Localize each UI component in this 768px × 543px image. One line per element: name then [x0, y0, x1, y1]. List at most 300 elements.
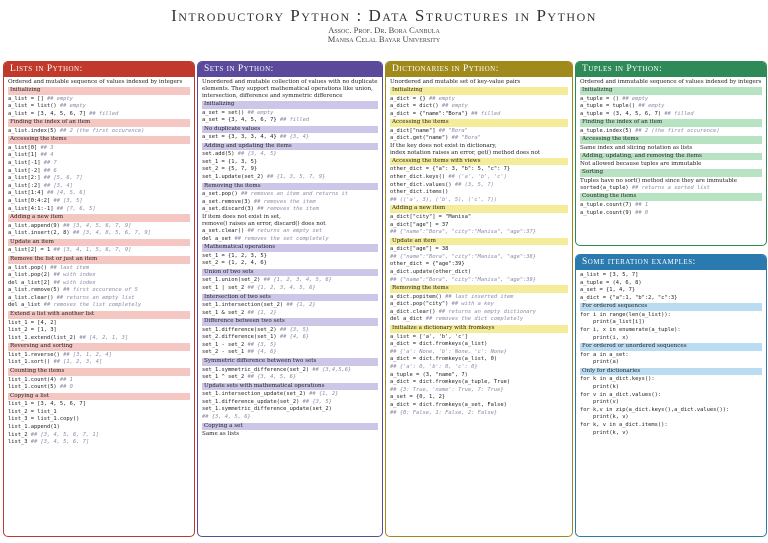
code-line: [8, 401, 190, 409]
code-line: [202, 151, 378, 159]
dicts-panel: [385, 61, 573, 537]
code-comment: ## [5, 6, 7]: [40, 175, 83, 182]
code-text: list_2: [8, 431, 28, 438]
code-text: a_list[0:4:2]: [8, 198, 51, 205]
code-comment: ## returns a sorted list: [628, 184, 710, 191]
code-comment: ## {1, 2, 3, 4, 5, 6}: [244, 284, 316, 291]
code-text: a_dict = dict(): [390, 103, 439, 110]
code-line: [8, 416, 190, 424]
code-comment: ## 1: [56, 376, 73, 383]
code-line: [580, 384, 762, 392]
sets-items: [202, 101, 378, 438]
code-text: a_list.append(9): [8, 222, 60, 229]
code-line: [580, 352, 762, 360]
code-comment: ## ('a', 'b', 'c'): [445, 174, 507, 181]
code-line: [202, 117, 378, 125]
code-comment: ## removes the list completely: [40, 302, 142, 309]
tuples-intro: Ordered and immutable sequence of values indexed by integers: [580, 79, 762, 85]
code-comment: ## removes an item and returns it: [237, 191, 349, 198]
code-comment: ## 1: [631, 201, 649, 208]
lists-panel-title: Lists in Python:: [4, 62, 194, 77]
code-line: [390, 214, 568, 222]
code-text: a_dict["age"] = 37: [390, 221, 449, 228]
code-line: [202, 206, 378, 214]
code-text: a_dict.clear(): [390, 308, 436, 315]
code-text: for k, v in a_dict.items():: [580, 422, 668, 428]
code-line: [8, 198, 190, 206]
code-line: [8, 359, 190, 367]
code-comment: ## with index: [50, 272, 96, 279]
section-heading: Intersection of two sets: [202, 294, 378, 302]
code-comment: ## with a key: [448, 301, 494, 308]
code-line: [580, 295, 762, 303]
tuples-panel: [575, 61, 767, 246]
code-line: [202, 236, 378, 244]
code-line: [580, 128, 762, 136]
section-heading: Initializing: [390, 87, 568, 95]
code-comment: ## filled: [661, 110, 694, 117]
code-text: a_tuple.index(5): [580, 127, 632, 134]
section-heading: Adding a new item: [8, 214, 190, 222]
code-line: [580, 407, 762, 415]
code-line: [390, 394, 568, 402]
code-text: print(v): [580, 399, 619, 406]
code-text: a_dict["name"]: [390, 127, 436, 134]
code-comment: ## first occurence of 5: [59, 287, 138, 294]
note-text: index notation raises an error, get() method does not: [390, 149, 541, 156]
code-line: [8, 230, 190, 238]
author-line: Assoc. Prof. Dr. Bora Canbula: [328, 25, 440, 35]
code-text: list_1.extend(list_2): [8, 334, 77, 341]
code-text: a_list[2] = 1: [8, 247, 51, 254]
section-heading: Update an item: [390, 238, 568, 246]
code-text: print(k, v): [580, 414, 629, 421]
code-comment: ## {4, 6}: [244, 349, 277, 356]
section-heading: Initializing: [580, 87, 762, 95]
code-comment: ## {'a': None, 'b': None, 'c': None}: [390, 348, 507, 355]
code-text: for k in a_dict.keys():: [580, 376, 655, 383]
code-line: [202, 159, 378, 167]
code-comment: ## filled: [85, 110, 119, 117]
code-line: [580, 202, 762, 210]
code-text: a_list.insert(2, 8): [8, 230, 70, 237]
tuples-panel-body: [576, 77, 766, 219]
code-line: [202, 166, 378, 174]
code-comment: ## 6: [40, 167, 57, 174]
code-text: a_dict.get("name"): [390, 135, 449, 142]
code-line: [8, 223, 190, 231]
code-line: [580, 96, 762, 104]
section-heading: Accessing the items: [580, 136, 762, 144]
code-text: a_tuple.count(9): [580, 209, 632, 216]
code-text: a_dict = dict.fromkeys(a_tuple, True): [390, 379, 511, 386]
code-text: list_1 = [4, 2]: [8, 319, 57, 326]
code-line: [202, 228, 378, 236]
code-comment: ## {3, 4}: [276, 134, 310, 141]
section-heading: Symmetric difference between two sets: [202, 358, 378, 366]
code-text: a_list[-2]: [8, 167, 41, 174]
code-line: [390, 128, 568, 136]
lists-intro: Ordered and mutable sequence of values indexed by integers: [8, 79, 183, 85]
code-line: [580, 422, 762, 430]
code-line: [580, 376, 762, 384]
code-comment: ## empty: [425, 95, 455, 102]
code-text: a_dict.pop("city"): [390, 301, 449, 308]
code-text: set_1.symmetric_difference(set_2): [202, 366, 310, 373]
lists-panel: [3, 61, 195, 537]
code-line: [390, 301, 568, 309]
code-text: other_dict.values(): [390, 181, 452, 188]
code-line: [580, 414, 762, 422]
affiliation-line: Manisa Celal Bayar University: [327, 34, 441, 44]
code-text: a_list.clear(): [8, 294, 54, 301]
code-comment: ## {1, 2}: [244, 309, 277, 316]
section-heading: No duplicate values: [202, 126, 378, 134]
code-text: a_set = {0, 1, 2}: [390, 394, 446, 401]
code-text: a_dict = dict.fromkeys(a_list): [390, 341, 488, 348]
code-comment: ## 3: [37, 144, 54, 151]
section-heading: Counting the items: [580, 193, 762, 201]
sets-intro: Unordered and mutable collection of values with no duplicate elements. They support mathematical operations like union, intersection, difference and symmetric difference: [202, 79, 378, 99]
section-heading: Sorting: [580, 169, 762, 177]
code-text: a_tuple = (3, 4, 5, 6, 7): [580, 110, 662, 117]
code-line: [8, 409, 190, 417]
code-line: [202, 367, 378, 375]
code-line: [580, 335, 762, 343]
code-comment: ## {0: False, 1: False, 2: False}: [390, 409, 498, 416]
code-text: a_dict["city"] = "Manisa": [390, 213, 472, 220]
code-comment: ## removes the item: [250, 198, 316, 205]
code-line: [580, 287, 762, 295]
code-line: [202, 406, 378, 414]
code-comment: ## {3: True, 'name': True, 7: True}: [390, 386, 504, 393]
code-line: [8, 190, 190, 198]
code-text: a_set.clear(): [202, 227, 245, 234]
code-comment: ## {"name":"Bora", "city":"Manisa", "age":38}: [390, 253, 537, 260]
code-text: list_3: [8, 439, 28, 446]
code-text: for k,v in zip(a_dict.keys(),a_dict.values()):: [580, 406, 730, 413]
note-text: If item does not exist in set,: [202, 213, 281, 220]
code-line: [390, 182, 568, 190]
code-line: [390, 349, 568, 357]
code-line: [390, 309, 568, 317]
code-text: set_2 - set_1: [202, 349, 245, 356]
code-text: set_1 = {1, 3, 5}: [202, 158, 258, 165]
code-text: set_1.difference(set_2): [202, 326, 277, 333]
code-line: [8, 168, 190, 176]
code-line: [580, 280, 762, 288]
section-heading: Removing the items: [390, 285, 568, 293]
code-comment: ## [4, 2, 1, 3]: [76, 334, 129, 341]
code-comment: ## returns an empty dictionary: [435, 308, 537, 315]
code-text: del a_set: [202, 235, 232, 242]
code-line: [8, 377, 190, 385]
code-text: print(k, v): [580, 429, 629, 436]
code-line: [8, 103, 190, 111]
code-text: a_list[2:]: [8, 175, 41, 182]
code-text: a_tuple = (): [580, 95, 619, 102]
code-line: [8, 247, 190, 255]
code-text: a_set = {3, 3, 3, 4, 4}: [202, 134, 277, 141]
code-line: [202, 277, 378, 285]
code-text: a_dict = dict.fromkeys(a_set, False): [390, 401, 507, 408]
code-text: a_set = {1, 4, 7}: [580, 287, 636, 294]
code-line: [390, 364, 568, 372]
code-line: [202, 399, 378, 407]
code-text: print(a): [580, 359, 619, 366]
code-text: set_2 = {1, 2, 4, 6}: [202, 260, 267, 267]
code-comment: ## removes the item: [253, 206, 319, 213]
code-text: set_1 = {1, 2, 3, 5}: [202, 252, 267, 259]
dicts-intro: Unordered and mutable set of key-value pairs: [390, 79, 521, 85]
section-heading: Removing the items: [202, 183, 378, 191]
section-heading: Counting the items: [8, 368, 190, 376]
code-text: list_1.sort(): [8, 359, 51, 366]
code-text: a_list = []: [8, 95, 44, 102]
code-text: a_list[4:1:-1]: [8, 205, 54, 212]
section-heading: Only for dictionaries: [580, 368, 762, 376]
code-comment: ## {4, 6}: [276, 334, 310, 341]
code-text: print(k): [580, 384, 619, 391]
sets-panel-body: [198, 77, 382, 440]
section-heading: Finding the index of an item: [8, 119, 190, 127]
code-text: a_dict = dict.fromkeys(a_list, 0): [390, 356, 498, 363]
code-comment: ## [3, 4, 5, 6, 7, 9]: [59, 222, 132, 229]
code-text: a_tuple = (4, 6, 8): [580, 279, 642, 286]
code-line: [580, 312, 762, 320]
section-heading: Mathematical operations: [202, 244, 378, 252]
code-text: list_2 = list_1: [8, 408, 57, 415]
section-heading: Extend a list with another list: [8, 311, 190, 319]
code-line: [580, 272, 762, 280]
dicts-items: [390, 87, 568, 417]
code-line: [390, 269, 568, 277]
code-text: a_list[1]: [8, 152, 38, 159]
section-heading: Initializing: [8, 87, 190, 95]
code-line: [390, 229, 568, 237]
code-comment: ## [3, 4, 1, 5, 6, 7, 9]: [50, 247, 132, 254]
code-comment: ## [4, 5, 6]: [43, 190, 86, 197]
lists-panel-body: [4, 77, 194, 449]
code-line: [580, 430, 762, 438]
code-text: other_dict = {"a": 3, "b": 5, "c": 7}: [390, 166, 511, 173]
code-comment: ## {3,4,5,6}: [309, 366, 352, 373]
code-text: a_tuple.count(7): [580, 201, 632, 208]
code-text: a_tuple = tuple(): [580, 103, 636, 110]
code-comment: ## filled: [276, 117, 310, 124]
code-comment: ## empty: [244, 109, 274, 116]
code-text: print(a_list[i]): [580, 319, 645, 326]
code-comment: ## [3, 1, 2, 4]: [59, 351, 112, 358]
code-comment: ## filled: [467, 110, 501, 117]
code-text: list_1.count(4): [8, 376, 57, 383]
code-text: list_3 = list_1.copy(): [8, 416, 80, 423]
code-text: del a_dict: [390, 316, 423, 323]
code-text: list_1.reverse(): [8, 351, 60, 358]
code-comment: ## [7, 6, 5]: [53, 205, 96, 212]
code-line: [580, 392, 762, 400]
code-line: [390, 189, 568, 197]
code-text: a_list.index(5): [8, 127, 57, 134]
code-text: a_list = ['a', 'b', 'c']: [390, 333, 468, 340]
section-heading: Copying a list: [8, 393, 190, 401]
code-text: a_tuple = (3, "name", 7): [390, 371, 468, 378]
code-text: set_1.update(set_2): [202, 174, 264, 181]
code-comment: ## [3, 4, 8, 5, 6, 7, 9]: [69, 230, 151, 237]
code-text: a_list[:2]: [8, 182, 41, 189]
code-line: [8, 152, 190, 160]
page-header: [0, 6, 768, 44]
section-heading: Accessing the items: [8, 136, 190, 144]
code-comment: ## 0: [56, 384, 73, 391]
code-line: [390, 372, 568, 380]
code-comment: ## removes the dict completely: [422, 316, 524, 323]
code-line: [390, 334, 568, 342]
code-text: for v in a_dict.values():: [580, 391, 662, 398]
code-comment: ## 0: [631, 209, 649, 216]
code-line: [8, 160, 190, 168]
code-comment: ## empty: [618, 95, 649, 102]
code-comment: ## [3, 4, 5, 6, 7]: [27, 439, 90, 446]
note-text: Same as lists: [202, 431, 240, 438]
code-line: [202, 374, 378, 382]
code-line: [390, 277, 568, 285]
code-line: [202, 199, 378, 207]
code-line: [8, 295, 190, 303]
code-text: a_list.pop(2): [8, 272, 51, 279]
code-text: print(i, x): [580, 334, 629, 341]
code-text: a_set.discard(3): [202, 206, 254, 213]
code-text: list_1.append(1): [8, 424, 60, 430]
code-comment: ## "Bora": [448, 135, 481, 142]
code-line: [390, 379, 568, 387]
code-text: for i, x in enumerate(a_tuple):: [580, 327, 681, 334]
code-line: [202, 334, 378, 342]
lists-items: [8, 87, 190, 447]
section-heading: For ordered or unordered sequences: [580, 343, 762, 351]
code-text: a_dict.update(other_dict): [390, 269, 472, 275]
code-text: a_list = [3, 5, 7]: [580, 272, 639, 278]
note-text: Same index and slicing notation as lists: [580, 144, 693, 151]
code-text: list_1 = [3, 4, 5, 6, 7]: [8, 401, 86, 408]
code-line: [580, 359, 762, 367]
code-line: [202, 285, 378, 293]
code-line: [580, 399, 762, 407]
iteration-items: [580, 272, 762, 437]
code-line: [390, 294, 568, 302]
section-heading: Remove the list or just an item: [8, 256, 190, 264]
code-comment: ## returns an empty list: [53, 294, 135, 301]
code-line: [202, 391, 378, 399]
section-heading: Initializing: [202, 101, 378, 109]
code-text: set_1.intersection_update(set_2): [202, 391, 306, 398]
code-text: set_2.difference(set_1): [202, 334, 277, 341]
code-line: [8, 111, 190, 119]
section-heading: For ordered sequences: [580, 303, 762, 311]
section-heading: Update sets with mathematical operations: [202, 383, 378, 391]
code-comment: ## {3, 4, 5}: [234, 151, 277, 158]
code-line: [390, 166, 568, 174]
code-line: [202, 414, 378, 422]
code-text: sorted(a_tuple): [580, 184, 629, 191]
tuples-items: [580, 87, 762, 217]
note-text: Tuples have no sort() method since they are immutable: [580, 177, 738, 184]
code-comment: ## {3, 4, 5, 6}: [202, 414, 251, 421]
code-comment: ## [3, 5]: [50, 198, 83, 205]
code-text: a_list[1:4]: [8, 190, 44, 197]
dicts-panel-title: Dictionaries in Python:: [386, 62, 572, 77]
code-line: [8, 335, 190, 343]
section-heading: Accessing the items with views: [390, 158, 568, 166]
code-line: [390, 135, 568, 143]
code-line: [390, 356, 568, 364]
code-text: other_dict.items(): [390, 189, 449, 196]
code-line: [390, 387, 568, 395]
code-comment: ## 4: [37, 152, 54, 159]
code-line: [202, 134, 378, 142]
code-comment: ## {1, 2, 3, 4, 5, 6}: [260, 277, 332, 284]
code-text: list_1.count(5): [8, 384, 57, 391]
code-line: [202, 174, 378, 182]
code-comment: ## returns an empty set: [244, 227, 323, 234]
code-line: [8, 206, 190, 214]
iteration-panel: [575, 254, 767, 537]
code-text: set_1.union(set_2): [202, 277, 261, 284]
code-text: other_dict = {"age":39}: [390, 261, 465, 268]
code-text: a_list = list(): [8, 103, 57, 110]
code-line: [8, 280, 190, 288]
code-line: [390, 402, 568, 410]
code-text: del a_list[2]: [8, 279, 51, 286]
code-comment: ## (3, 5, 7): [451, 181, 494, 188]
code-text: a_list[0]: [8, 144, 38, 151]
code-comment: ## {1, 2}: [305, 391, 339, 398]
code-comment: ## last item: [46, 264, 90, 271]
section-heading: Adding and updating the items: [202, 143, 378, 151]
code-text: a_list = [3, 4, 5, 6, 7]: [8, 110, 86, 117]
code-text: a_list.pop(): [8, 264, 47, 271]
code-line: [202, 110, 378, 118]
section-heading: Adding, updating, and removing the items: [580, 153, 762, 161]
code-text: a_set = {3, 4, 5, 6, 7}: [202, 117, 277, 124]
section-heading: Union of two sets: [202, 269, 378, 277]
note-text: remove() raises an error, discard() does not: [202, 220, 326, 227]
code-line: [202, 191, 378, 199]
code-line: [202, 260, 378, 268]
code-line: [580, 319, 762, 327]
code-text: set_1 | set_2: [202, 284, 245, 291]
code-line: [390, 341, 568, 349]
code-text: set_1 - set_2: [202, 341, 245, 348]
code-line: [390, 222, 568, 230]
code-line: [390, 197, 568, 205]
section-heading: Difference between two sets: [202, 318, 378, 326]
code-line: [8, 384, 190, 392]
code-line: [8, 302, 190, 310]
code-comment: ## [3, 4]: [40, 182, 73, 189]
section-heading: Reversing and sorting: [8, 343, 190, 351]
code-line: [390, 96, 568, 104]
code-text: a_list.remove(5): [8, 287, 60, 294]
code-text: a_list[-1]: [8, 160, 41, 167]
code-line: [390, 103, 568, 111]
code-text: a_dict.popitem(): [390, 293, 442, 300]
code-text: set.add(5): [202, 151, 235, 158]
code-line: [8, 352, 190, 360]
section-heading: Update an item: [8, 239, 190, 247]
code-line: [202, 349, 378, 357]
code-line: [390, 111, 568, 119]
